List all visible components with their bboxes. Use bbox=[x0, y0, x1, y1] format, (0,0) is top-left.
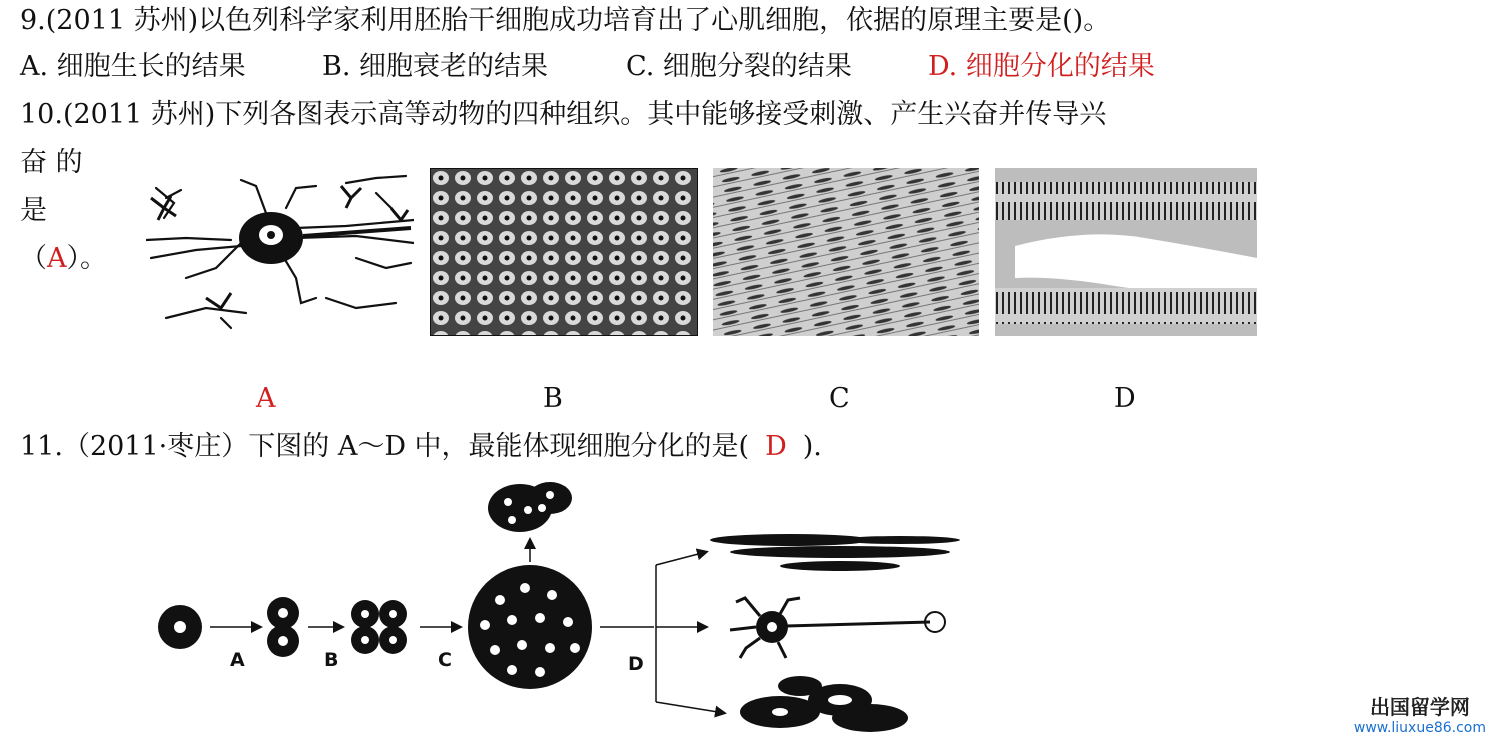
q11-answer: D bbox=[765, 431, 787, 462]
q9-option-a: A. 细胞生长的结果 bbox=[20, 51, 246, 82]
tissue-panel-muscle bbox=[713, 168, 979, 336]
arrow-label-b: B bbox=[324, 649, 339, 671]
q10-answer-close: ）。 bbox=[66, 243, 107, 274]
q10-stem-cont-2: 是 bbox=[20, 195, 47, 226]
top-cell-cluster bbox=[488, 482, 572, 532]
tissue-cells bbox=[740, 676, 908, 732]
q9-option-c: C. 细胞分裂的结果 bbox=[626, 51, 852, 82]
arrow-label-a: A bbox=[230, 649, 245, 671]
q10-answer: A bbox=[47, 243, 67, 274]
q9-option-d: D. 细胞分化的结果 bbox=[928, 51, 1155, 82]
q10-stem-cont-1: 奋 的 bbox=[20, 147, 83, 178]
tissue-label-d: D bbox=[1114, 383, 1136, 414]
tissue-panel-nerve bbox=[146, 168, 414, 336]
tissue-label-b: B bbox=[543, 383, 563, 414]
neuron-cell bbox=[730, 598, 945, 658]
arrow-label-c: C bbox=[438, 649, 452, 671]
single-cell bbox=[158, 605, 202, 649]
muscle-cells bbox=[710, 534, 960, 571]
tissue-label-c: C bbox=[829, 383, 850, 414]
watermark-logo bbox=[1354, 691, 1486, 736]
watermark-url: www.liuxue86.com bbox=[1353, 720, 1486, 736]
q10-answer-open: （ bbox=[20, 243, 47, 274]
arrow-label-d: D bbox=[628, 653, 644, 675]
q11-stem-prefix: 11.（2011·枣庄）下图的 A～D 中，最能体现细胞分化的是( bbox=[20, 431, 750, 462]
watermark-title: 出国留学网 bbox=[1369, 695, 1470, 719]
q11-stem-suffix: ). bbox=[802, 431, 822, 462]
q10-answer-line bbox=[20, 242, 107, 276]
tissue-panel-connective bbox=[995, 168, 1257, 336]
tissue-panel-epithelial bbox=[430, 168, 698, 336]
two-cells bbox=[267, 597, 299, 657]
q11-stem bbox=[20, 430, 822, 464]
q9-stem: 9.(2011 苏州)以色列科学家利用胚胎干细胞成功培育出了心肌细胞，依据的原理主要是()。 bbox=[20, 5, 1111, 36]
cell-differentiation-diagram bbox=[140, 480, 970, 735]
cell-cluster bbox=[468, 565, 592, 689]
four-cells bbox=[351, 600, 407, 654]
q9-option-b: B. 细胞衰老的结果 bbox=[322, 51, 549, 82]
q10-stem: 10.(2011 苏州)下列各图表示高等动物的四种组织。其中能够接受刺激、产生兴奋并传导兴 bbox=[20, 99, 1107, 130]
tissue-label-a: A bbox=[256, 383, 276, 414]
